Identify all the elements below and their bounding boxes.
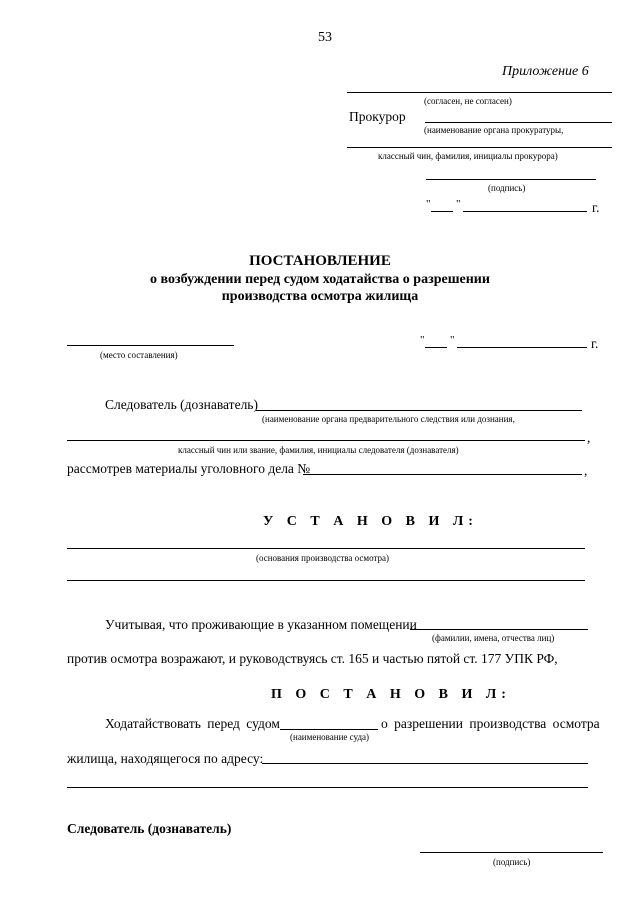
approval-month-line — [463, 211, 587, 212]
petition-text-2: о разрешении производства осмотра — [381, 716, 600, 731]
document-subtitle-line2: производства осмотра жилища — [221, 289, 419, 304]
signature-line — [420, 852, 603, 853]
prosecutor-label: Прокурор — [349, 109, 406, 124]
approval-year-suffix: г. — [592, 200, 600, 215]
resolved-heading: П О С Т А Н О В И Л: — [271, 687, 511, 702]
prosecutor-signature-hint: (подпись) — [488, 183, 526, 193]
signature-block-label: Следователь (дознаватель) — [67, 821, 232, 836]
document-subtitle-line1: о возбуждении перед судом ходатайства о разрешении — [150, 272, 490, 287]
place-line — [67, 345, 234, 346]
prosecutor-line — [425, 122, 612, 123]
approval-date-quote-open: " — [426, 198, 431, 210]
petition-text: Ходатайствовать перед судом — [105, 716, 280, 731]
approval-date-quote-close: " — [456, 198, 461, 210]
year-suffix: г. — [591, 336, 599, 351]
considering-text: Учитывая, что проживающие в указанном помещении — [105, 617, 417, 632]
prosecutor-org-hint: (наименование органа прокуратуры, — [424, 125, 564, 135]
investigator-rank-comma: , — [587, 430, 591, 445]
place-hint: (место составления) — [100, 350, 178, 360]
month-line — [457, 347, 587, 348]
case-number-line — [303, 474, 582, 475]
persons-line — [410, 629, 588, 630]
approval-day-line — [431, 211, 453, 212]
document-title: ПОСТАНОВЛЕНИЕ — [249, 253, 391, 269]
address-line-1 — [262, 763, 588, 764]
court-hint: (наименование суда) — [290, 732, 370, 742]
day-line — [425, 347, 447, 348]
investigator-org-line — [256, 410, 582, 411]
address-label: жилища, находящегося по адресу: — [67, 751, 264, 766]
established-heading: У С Т А Н О В И Л: — [263, 514, 478, 529]
grounds-line-1 — [67, 548, 585, 549]
grounds-line-2 — [67, 580, 585, 581]
page-number: 53 — [318, 30, 332, 45]
case-label: рассмотрев материалы уголовного дела № — [67, 461, 311, 476]
considering-text-2: против осмотра возражают, и руководствуясь ст. 165 и частью пятой ст. 177 УПК РФ, — [67, 651, 558, 666]
grounds-hint: (основания производства осмотра) — [256, 553, 390, 563]
appendix-label: Приложение 6 — [502, 64, 589, 79]
address-line-2 — [67, 787, 588, 788]
investigator-org-hint: (наименование органа предварительного следствия или дознания, — [262, 414, 515, 424]
date-quote-open: " — [420, 334, 425, 346]
agreement-line — [347, 92, 612, 93]
signature-hint: (подпись) — [493, 857, 531, 867]
persons-hint: (фамилии, имена, отчества лиц) — [432, 633, 555, 643]
case-comma: , — [584, 463, 588, 478]
investigator-rank-hint: классный чин или звание, фамилия, инициалы следователя (дознавателя) — [178, 445, 459, 455]
prosecutor-signature-line — [426, 179, 596, 180]
investigator-rank-line — [67, 440, 585, 441]
agreement-hint: (согласен, не согласен) — [424, 96, 512, 106]
court-line — [280, 729, 378, 730]
date-quote-close: " — [450, 334, 455, 346]
investigator-label: Следователь (дознаватель) — [105, 397, 258, 412]
prosecutor-rank-hint: классный чин, фамилия, инициалы прокурора) — [378, 151, 558, 161]
prosecutor-rank-line — [347, 147, 612, 148]
